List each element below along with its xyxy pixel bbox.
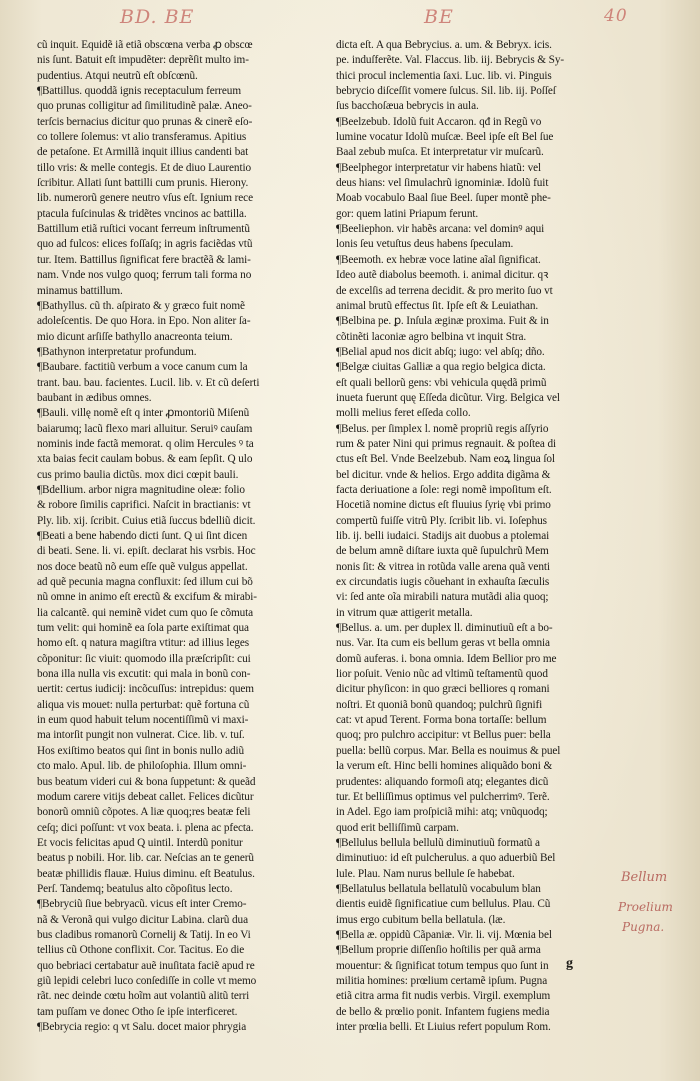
margin-note-pugna: Pugna.	[622, 920, 665, 934]
folio-number: 40	[604, 6, 628, 26]
left-column-line: nominis inde factã memorat. q olim Hercules ꝰ ta	[37, 437, 254, 450]
right-column-line: nonis ſit: & vitrea in rotũda valle arena quã venti	[336, 560, 550, 573]
left-column-line: aliqua vis mouet: nulla perturbat: quẽ fortuna cũ	[37, 698, 250, 711]
right-column-line: Ideo autẽ diabolus beemoth. i. animal dicitur. qꝛ	[336, 269, 549, 282]
right-column-line: cat: vt apud Terent. Forma bona tortaſſe: bellum	[336, 714, 547, 727]
left-column-line: adoleſcentis. De quo Hora. in Epo. Non aliter ſa-	[37, 315, 251, 328]
left-text-column	[37, 38, 319, 1035]
right-column-line: animal brutũ effectus ſit. Ipſe eſt & Leuiathan.	[336, 299, 539, 312]
left-column-line: baubant in ædibus omnes.	[37, 391, 152, 404]
left-column-line: ¶Bebryciũ ſiue bebryacũ. vicus eſt inter Cremo-	[37, 898, 247, 911]
right-column-line: prudentes: aliquando formoſi atq; elegantes dicũ	[336, 775, 549, 788]
right-column-line: lib. ij. belli iudaici. Stadijs ait duobus a ptolemai	[336, 530, 550, 542]
left-column-line: bona illa nulla vis excutit: qui mala in bonũ con-	[37, 668, 251, 681]
right-column-line: bel dicitur. vnde & helios. Ergo addita digãma &	[336, 468, 551, 481]
left-column-line: ptacula fuſcinulas & tridẽtes vncinos ac battilla.	[37, 207, 247, 220]
left-column-line: de petaſone. Et Armillã inquit illius candenti bat	[37, 146, 249, 159]
right-column-line: ¶Belbina pe. ꝑ. Inſula æginæ proxima. Fuit & in	[336, 315, 549, 328]
left-column-line: in eum quod habuit telum nocentiſſimũ vi maxi-	[37, 714, 249, 727]
left-column-line: Battillum etiã ruſtici vocant ferreum inſtrumentũ	[37, 223, 250, 236]
left-column-line: ¶Bauli. villę nomẽ eſt q inter ꝓmontoriũ Miſenũ	[37, 407, 250, 420]
right-column-line: rum & pater Nini qui primus regnauit. & poſtea di	[336, 437, 557, 450]
right-column-line: ¶Bellulus bellula bellulũ diminutiuũ formatũ a	[336, 836, 540, 849]
right-column-line: ¶Beemoth. ex hebræ voce latine aĩal ſignificat.	[336, 253, 541, 266]
left-column-line: bus cladibus romanorũ Cornelij & Tatij. In eo Vi	[37, 928, 251, 941]
right-column-line: ſus bacchoſæua bebrycis in aula.	[336, 100, 479, 113]
right-column-line: thici procul inclementia ſaxi. Luc. lib. vi. Pinguis	[336, 69, 552, 82]
right-column-line: imus ergo cubitum bella bellatula. (læ.	[336, 913, 506, 926]
right-column-line: la verum eſt. Hinc belli homines aliquãdo boni &	[336, 760, 553, 773]
right-column-line: noſtri. Et quoniã bonũ quandoq; pulchrũ ſignifi	[336, 698, 543, 711]
left-column-line: tillo vris: & melle contegis. Et de diuo Laurentio	[37, 161, 252, 174]
left-column-line: beatæ phillidis flauæ. Huius diminu. eſt Beatulus.	[37, 867, 255, 880]
right-column-line: lule. Plau. Nam nurus bellule ſe habebat.	[336, 867, 515, 880]
right-column-line: tur. Et belliſſimus optimus vel pulcherrimꝰ. Terẽ.	[336, 790, 550, 803]
right-column-line: lonis ſeu vetuſtus deus habens ſpeculam.	[336, 238, 514, 251]
left-column-line: tam puſſam ve donec Otho ſe ipſe interficeret.	[37, 1005, 238, 1018]
right-column-line: domũ auferas. i. bona omnia. Idem Bellior pro me	[336, 652, 557, 665]
left-column-line: ¶Bathynon interpretatur profundum.	[37, 345, 197, 358]
left-column-line: Hos exiſtimo beatos qui ſint in bonis nullo adiũ	[37, 744, 245, 757]
left-column-line: lia calcantẽ. qui neminẽ videt cum quo ſe cõmuta	[37, 606, 254, 619]
right-column-line: ¶Belgæ ciuitas Galliæ a qua regio belgica dicta.	[336, 361, 546, 374]
right-column-line: cõtinẽti laconiæ agro belbina vt inquit Stra.	[336, 330, 527, 343]
right-column-line: puella: bellũ corpus. Mar. Bella es nouimus & puel	[336, 744, 561, 757]
left-column-line: ¶Bathyllus. cũ th. aſpirato & y græco fuit nomẽ	[37, 299, 245, 312]
left-column-line: uertit: certus iudicij: incõcuſſus: intrepidus: quem	[37, 683, 254, 696]
left-column-line: minamus battillum.	[37, 284, 123, 297]
left-column-line: bonorũ omniũ cõpotes. A liæ quoq;res beatæ feli	[37, 806, 251, 819]
left-column-line: modum carere vitijs debeat callet. Felices dicũtur	[37, 790, 254, 803]
right-column-line: in Adel. Ego iam proſpiciã mihi: atq; vnũquodq;	[336, 806, 548, 819]
right-column-line: mouentur: & ſignificat totum tempus quo ſunt in	[336, 959, 549, 972]
right-column-line: militia homines: prœlium certamẽ ipſum. Pugna	[336, 974, 548, 987]
right-column-line: lior poſuit. Venio nũc ad vltimũ teſtamentũ quod	[336, 668, 548, 681]
left-column-line: lib. numerorũ genere neutro vſus eſt. Ignium rece	[37, 192, 253, 205]
right-column-line: dicta eſt. A qua Bebrycius. a. um. & Bebryx. icis.	[336, 39, 552, 51]
left-column-line: quo prunas colligitur ad ſimilitudinẽ palæ. Aneo-	[37, 100, 252, 113]
left-column-line: baiarumq; lacũ flexo mari alluitur. Seruiꝰ cauſam	[37, 422, 253, 435]
left-column-line: ceſq; dici poſſunt: vt vox beata. i. plena ac pfecta.	[37, 821, 254, 834]
left-column-line: nã & Veronã qui vulgo dicitur Labina. clarũ dua	[37, 913, 248, 926]
right-column-line: diminutiuo: id eſt pulcherulus. a quo aduerbiũ Bel	[336, 852, 556, 865]
left-column-line: co tollere ſolemus: vt alio transferamus. Apitius	[37, 131, 247, 144]
right-column-line: ¶Beeliephon. vir habẽs arcana: vel dominꝰ aqui	[336, 223, 545, 236]
left-column-line: ad quẽ pecunia magna confluxit: ſed illum cui bõ	[37, 576, 253, 589]
signature-mark: g	[566, 956, 573, 971]
left-column-line: ¶Bebrycia regio: q vt Salu. docet maior phrygia	[37, 1021, 247, 1033]
header-mark-left: BD. BE	[120, 6, 195, 28]
right-column-line: eſt quali bellorũ gens: vbi vehicula quędã primũ	[336, 376, 547, 389]
right-column-line: de belum amnẽ diſtare iuxta quẽ ſupulchrũ Mem	[336, 545, 549, 558]
left-column-line: giũ lepidi celebri luco conſediſſe in colle vt memo	[37, 974, 257, 987]
left-column-line: nos doce beatũ nõ eum eſſe quẽ vulgus appellat.	[37, 560, 248, 573]
right-column-line: de excelſis ad terrena decidit. & pro merito ſuo vt	[336, 284, 553, 297]
right-column-line: ¶Beelphegor interpretatur vir habens hiatũ: vel	[336, 161, 542, 174]
right-column-line: quod erit belliſſimũ carpam.	[336, 821, 459, 834]
right-column-line: deus hians: vel ſimulachrũ ignominiæ. Idolũ fuit	[336, 177, 549, 190]
right-column-line: Hocetiã nomine dictus eſt fluuius ſyrię vbi primo	[336, 499, 551, 512]
left-column-line: ¶Battillus. quoddã ignis receptaculum ferreum	[37, 85, 241, 98]
left-column-line: pudentius. Atqui neutrũ eſt obſcœnũ.	[37, 69, 198, 82]
right-column-line: dientis euidẽ ſignificatiue cum bellulus. Plau. Cũ	[336, 898, 551, 911]
right-column-line: inueta fuerunt quę Eſſeda dicũtur. Virg. Belgica vel	[336, 391, 560, 404]
left-column-line: Et vocis felicitas apud Q uintil. Interdũ ponitur	[37, 836, 243, 849]
right-column-line: ¶Bellatulus bellatula bellatulũ vocabulum blan	[336, 882, 541, 895]
right-column-line: de bello & prœlio ponit. Infantem fugiens media	[336, 1005, 550, 1018]
left-column-line: xta baias fecit caulam bobus. & eam ſepſit. Q ulo	[37, 453, 253, 466]
left-column-line: tellius cũ Othone conflixit. Cor. Tacitus. Eo die	[37, 944, 245, 957]
left-column-line: quo bebriaci certabatur auẽ inuſitata faciẽ apud re	[37, 959, 255, 972]
right-column-line: ¶Belial apud nos dicit abſq; iugo: vel abſq; dño.	[336, 345, 545, 358]
right-column-line: Baal zebub muſca. Et interpretatur vir muſcarũ.	[336, 146, 544, 159]
right-column-line: nus. Var. Ita cum eis bellum geras vt bella omnia	[336, 637, 550, 650]
left-column-line: tur. Item. Battillus ſignificat fere bractẽã & lami-	[37, 253, 251, 266]
right-column-line: ¶Bellus. a. um. per duplex ll. diminutiuũ eſt a bo-	[336, 622, 553, 635]
right-column-line: etiã citra arma fit nudis verbis. Virgil. exemplum	[336, 990, 551, 1003]
left-column-line: ¶Beati a bene habendo dicti ſunt. Q ui ſint dicen	[37, 530, 248, 542]
margin-note-bellum: Bellum	[621, 870, 668, 885]
right-column-line: gor: quem latini Priapum ferunt.	[336, 207, 479, 220]
left-column-line: nis ſunt. Batuit eſt impudẽter: deprẽſit multo im-	[37, 54, 249, 67]
right-column-line: ctus eſt Bel. Vnde Beelzebub. Nam eoꝝ lingua ſol	[336, 453, 555, 466]
right-column-line: ¶Belus. per ſimplex l. nomẽ propriũ regis aſſyrio	[336, 422, 549, 435]
left-column-line: beatus p nobili. Hor. lib. car. Neſcias an te generũ	[37, 852, 254, 865]
left-column-line: tum velit: qui hominẽ ea ſola parte exiſtimat qua	[37, 622, 249, 635]
left-column-line: Perſ. Tandemq; beatulus alto cõpoſitus lecto.	[37, 882, 233, 895]
right-column-line: compertũ fuiſſe vitrũ Ply. ſcribit lib. vi. Ioſephus	[336, 514, 547, 527]
header-mark-middle: BE	[424, 6, 454, 28]
left-column-line: ſcribitur. Allati ſunt battilli cum prunis. Hierony.	[37, 177, 249, 190]
right-column-line: ¶Beelzebub. Idolũ fuit Accaron. qđ in Regũ vo	[336, 115, 542, 128]
left-column-line: terſcis bernacius dicitur quo prunas & cinerẽ eſo-	[37, 115, 253, 128]
left-column-line: cõponitur: ſic viuit: quomodo illa præſcripſit: cui	[37, 652, 251, 665]
left-column-line: nam. Vnde nos vulgo quoq; ferrum tali forma no	[37, 269, 252, 282]
left-column-line: ¶Bdellium. arbor nigra magnitudine oleæ: folio	[37, 483, 245, 496]
left-column-line: cus primo baulia dictũs. mox dici cœpit bauli.	[37, 468, 239, 481]
left-column-line: trant. bau. bau. facientes. Lucil. lib. v. Et cũ deſerti	[37, 376, 260, 389]
left-column-line: homo eſt. q natura magiſtra vtitur: ad illius leges	[37, 637, 250, 650]
right-column-line: facta deriuatione a ſole: regi nomẽ impoſitum eſt.	[336, 483, 552, 496]
left-column-line: mio dicunt arſiſſe bathyllo anacreonta teium.	[37, 330, 233, 343]
right-column-line: molli melius feret eſſeda collo.	[336, 407, 471, 420]
right-column-line: ¶Bella æ. oppidũ Cãpaniæ. Vir. li. vij. Mœnia bel	[336, 928, 552, 941]
left-column-line: quo ad fulcos: elices foſſaſq; in agris faciẽdas vtũ	[37, 238, 253, 251]
left-column-line: cũ inquit. Equidẽ iã etiã obscœna verba ꝓ obscœ	[37, 39, 253, 51]
left-column-line: nũ omne in animo eſt erectũ & excifum & mirabi-	[37, 591, 257, 604]
left-column-line: Ply. lib. xij. ſcribit. Cuius etiã ſuccus bdelliũ dicit.	[37, 514, 256, 527]
margin-note-proelium: Proelium	[618, 900, 673, 914]
right-column-line: bebrycio diſceſſit vomere ſulcus. Sil. lib. iij. Poſſeſ	[336, 85, 556, 98]
right-column-line: quoq; pro pulchro accipitur: vt Bellus puer: bella	[336, 729, 551, 742]
left-column-line: cto malo. Apul. lib. de philoſophia. Illum omni-	[37, 760, 247, 773]
right-column-line: dicitur phyſicon: in quo græci belliores q romani	[336, 683, 550, 696]
left-column-line: di beati. Sene. li. vi. epiſt. declarat his vsrbis. Hoc	[37, 545, 256, 558]
left-column-line: rãt. nec deinde cœtu hoĩm aut volantiũ alitũ terri	[37, 990, 250, 1003]
right-column-line: ex circundatis iugis cõuehant in exhauſta ſæculis	[336, 576, 550, 589]
right-column-line: in vitrum quæ attigerit metalla.	[336, 606, 473, 619]
right-column-line: pe. induſferẽte. Val. Flaccus. lib. iij. Bebrycis & Sy-	[336, 54, 564, 67]
right-column-line: ¶Bellum proprie diſſenſio hoſtilis per quã arma	[336, 944, 541, 957]
right-text-column	[336, 38, 616, 1035]
left-column-line: ¶Baubare. factitiũ verbum a voce canum cum la	[37, 361, 248, 374]
left-column-line: ma intorſit pungit non vulnerat. Cice. lib. v. tuſ.	[37, 729, 245, 742]
right-column-line: inter prœlia belli. Et Liuius refert populum Rom.	[336, 1021, 551, 1033]
left-column-line: & robore ſimilis caprifici. Naſcit in bractianis: vt	[37, 499, 251, 512]
right-column-line: lumine vocatur Idolũ muſcæ. Beel ipſe eſt Bel ſue	[336, 131, 554, 144]
right-column-line: Moab vocabulo Baal ſiue Beel. ſuper montẽ phe-	[336, 192, 551, 205]
right-column-line: vi: ſed ante oĩa mirabili natura mutãdi alia quoq;	[336, 591, 549, 604]
left-column-line: bus beatum videri cui & bona ſuppetunt: & queãd	[37, 775, 256, 788]
